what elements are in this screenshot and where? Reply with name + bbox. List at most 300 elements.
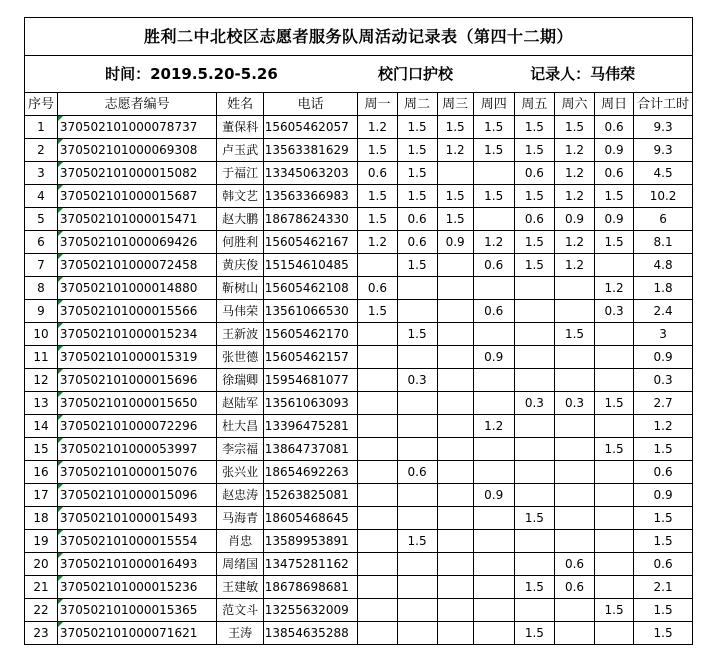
header-friday: 周五 bbox=[514, 93, 554, 116]
table-row bbox=[25, 415, 693, 438]
volunteer-id bbox=[57, 461, 217, 484]
sunday-hours: 1.5 bbox=[595, 231, 634, 254]
title-row bbox=[25, 18, 693, 56]
wednesday-hours bbox=[437, 553, 473, 576]
monday-hours bbox=[358, 369, 397, 392]
wednesday-hours bbox=[437, 300, 473, 323]
volunteer-id-text: 370502101000016493 bbox=[59, 557, 198, 571]
volunteer-name: 赵陆军 bbox=[217, 392, 263, 415]
phone-number: 15154610485 bbox=[263, 254, 358, 277]
total-hours: 10.2 bbox=[634, 185, 693, 208]
table-row bbox=[25, 254, 693, 277]
volunteer-id bbox=[57, 300, 217, 323]
phone-number: 13563381629 bbox=[263, 139, 358, 162]
header-monday: 周一 bbox=[358, 93, 397, 116]
volunteer-name: 杜大昌 bbox=[217, 415, 263, 438]
volunteer-id-text: 370502101000015566 bbox=[59, 304, 198, 318]
volunteer-id bbox=[57, 576, 217, 599]
cell-indicator-icon bbox=[58, 438, 63, 443]
sunday-hours bbox=[595, 323, 634, 346]
friday-hours bbox=[514, 415, 554, 438]
sunday-hours bbox=[595, 369, 634, 392]
friday-hours: 1.5 bbox=[514, 507, 554, 530]
total-hours: 1.5 bbox=[634, 622, 693, 645]
thursday-hours bbox=[473, 576, 514, 599]
volunteer-id-text: 370502101000015236 bbox=[59, 580, 198, 594]
volunteer-name: 王建敏 bbox=[217, 576, 263, 599]
phone-number: 13864737081 bbox=[263, 438, 358, 461]
saturday-hours bbox=[554, 484, 594, 507]
friday-hours: 1.5 bbox=[514, 622, 554, 645]
tuesday-hours: 1.5 bbox=[397, 323, 437, 346]
monday-hours bbox=[358, 254, 397, 277]
cell-indicator-icon bbox=[58, 208, 63, 213]
volunteer-name: 黄庆俊 bbox=[217, 254, 263, 277]
table-row bbox=[25, 530, 693, 553]
volunteer-name: 马伟荣 bbox=[217, 300, 263, 323]
activity-record-table bbox=[24, 17, 693, 645]
wednesday-hours bbox=[437, 599, 473, 622]
volunteer-id bbox=[57, 139, 217, 162]
saturday-hours bbox=[554, 461, 594, 484]
wednesday-hours bbox=[437, 461, 473, 484]
total-hours: 1.5 bbox=[634, 599, 693, 622]
sunday-hours: 1.5 bbox=[595, 438, 634, 461]
wednesday-hours bbox=[437, 346, 473, 369]
phone-number: 13563366983 bbox=[263, 185, 358, 208]
monday-hours bbox=[358, 323, 397, 346]
volunteer-id bbox=[57, 507, 217, 530]
saturday-hours: 1.2 bbox=[554, 139, 594, 162]
friday-hours bbox=[514, 599, 554, 622]
thursday-hours bbox=[473, 277, 514, 300]
cell-indicator-icon bbox=[58, 162, 63, 167]
volunteer-id bbox=[57, 231, 217, 254]
cell-indicator-icon bbox=[58, 254, 63, 259]
meta-row bbox=[25, 56, 693, 93]
tuesday-hours bbox=[397, 622, 437, 645]
monday-hours: 1.2 bbox=[358, 231, 397, 254]
total-hours: 0.9 bbox=[634, 346, 693, 369]
tuesday-hours bbox=[397, 415, 437, 438]
sunday-hours bbox=[595, 484, 634, 507]
wednesday-hours bbox=[437, 484, 473, 507]
tuesday-hours bbox=[397, 277, 437, 300]
row-number: 19 bbox=[25, 530, 58, 553]
volunteer-name: 范文斗 bbox=[217, 599, 263, 622]
phone-number: 13561066530 bbox=[263, 300, 358, 323]
friday-hours: 0.6 bbox=[514, 162, 554, 185]
monday-hours: 1.5 bbox=[358, 300, 397, 323]
total-hours: 2.7 bbox=[634, 392, 693, 415]
total-hours: 4.5 bbox=[634, 162, 693, 185]
header-phone: 电话 bbox=[263, 93, 358, 116]
row-number: 14 bbox=[25, 415, 58, 438]
volunteer-id-text: 370502101000015493 bbox=[59, 511, 198, 525]
wednesday-hours: 1.5 bbox=[437, 116, 473, 139]
row-number: 4 bbox=[25, 185, 58, 208]
volunteer-name: 王涛 bbox=[217, 622, 263, 645]
row-number: 22 bbox=[25, 599, 58, 622]
table-row bbox=[25, 116, 693, 139]
volunteer-id-text: 370502101000015234 bbox=[59, 327, 198, 341]
volunteer-id-text: 370502101000072458 bbox=[59, 258, 198, 272]
cell-indicator-icon bbox=[58, 116, 63, 121]
tuesday-hours bbox=[397, 438, 437, 461]
sunday-hours: 1.5 bbox=[595, 599, 634, 622]
volunteer-name: 董保科 bbox=[217, 116, 263, 139]
cell-indicator-icon bbox=[58, 530, 63, 535]
tuesday-hours: 1.5 bbox=[397, 116, 437, 139]
friday-hours bbox=[514, 323, 554, 346]
tuesday-hours: 1.5 bbox=[397, 530, 437, 553]
monday-hours: 1.5 bbox=[358, 139, 397, 162]
volunteer-id bbox=[57, 438, 217, 461]
volunteer-id bbox=[57, 553, 217, 576]
volunteer-name: 韩文艺 bbox=[217, 185, 263, 208]
monday-hours: 1.2 bbox=[358, 116, 397, 139]
friday-hours bbox=[514, 369, 554, 392]
header-row bbox=[25, 93, 693, 116]
thursday-hours: 0.6 bbox=[473, 300, 514, 323]
sunday-hours: 0.6 bbox=[595, 116, 634, 139]
thursday-hours: 0.9 bbox=[473, 346, 514, 369]
wednesday-hours bbox=[437, 162, 473, 185]
total-hours: 1.5 bbox=[634, 530, 693, 553]
header-name: 姓名 bbox=[217, 93, 263, 116]
wednesday-hours bbox=[437, 369, 473, 392]
volunteer-id bbox=[57, 369, 217, 392]
thursday-hours bbox=[473, 599, 514, 622]
tuesday-hours bbox=[397, 576, 437, 599]
wednesday-hours bbox=[437, 576, 473, 599]
friday-hours: 1.5 bbox=[514, 139, 554, 162]
volunteer-id bbox=[57, 277, 217, 300]
cell-indicator-icon bbox=[58, 185, 63, 190]
volunteer-id-text: 370502101000071621 bbox=[59, 626, 198, 640]
thursday-hours: 1.5 bbox=[473, 116, 514, 139]
sunday-hours: 0.3 bbox=[595, 300, 634, 323]
saturday-hours bbox=[554, 346, 594, 369]
phone-number: 13589953891 bbox=[263, 530, 358, 553]
saturday-hours bbox=[554, 622, 594, 645]
friday-hours bbox=[514, 461, 554, 484]
thursday-hours: 1.2 bbox=[473, 231, 514, 254]
wednesday-hours bbox=[437, 622, 473, 645]
wednesday-hours bbox=[437, 507, 473, 530]
saturday-hours: 1.2 bbox=[554, 254, 594, 277]
thursday-hours bbox=[473, 622, 514, 645]
volunteer-id-text: 370502101000015365 bbox=[59, 603, 198, 617]
total-hours: 1.5 bbox=[634, 438, 693, 461]
volunteer-id-text: 370502101000072296 bbox=[59, 419, 198, 433]
sunday-hours bbox=[595, 254, 634, 277]
volunteer-id-text: 370502101000015076 bbox=[59, 465, 198, 479]
table-row bbox=[25, 576, 693, 599]
wednesday-hours: 1.2 bbox=[437, 139, 473, 162]
table-row bbox=[25, 277, 693, 300]
table-row bbox=[25, 484, 693, 507]
volunteer-id-text: 370502101000015319 bbox=[59, 350, 198, 364]
sunday-hours: 1.2 bbox=[595, 277, 634, 300]
row-number: 20 bbox=[25, 553, 58, 576]
volunteer-name: 肖忠 bbox=[217, 530, 263, 553]
saturday-hours: 1.2 bbox=[554, 185, 594, 208]
volunteer-name: 于福江 bbox=[217, 162, 263, 185]
volunteer-id bbox=[57, 622, 217, 645]
table-row bbox=[25, 369, 693, 392]
volunteer-name: 马海青 bbox=[217, 507, 263, 530]
row-number: 12 bbox=[25, 369, 58, 392]
monday-hours bbox=[358, 392, 397, 415]
header-wednesday: 周三 bbox=[437, 93, 473, 116]
cell-indicator-icon bbox=[58, 599, 63, 604]
cell-indicator-icon bbox=[58, 300, 63, 305]
tuesday-hours: 1.5 bbox=[397, 254, 437, 277]
total-hours: 2.1 bbox=[634, 576, 693, 599]
header-no: 序号 bbox=[25, 93, 58, 116]
thursday-hours: 1.5 bbox=[473, 185, 514, 208]
header-sunday: 周日 bbox=[595, 93, 634, 116]
table-row bbox=[25, 208, 693, 231]
volunteer-id bbox=[57, 185, 217, 208]
thursday-hours bbox=[473, 323, 514, 346]
table-row bbox=[25, 438, 693, 461]
volunteer-id bbox=[57, 530, 217, 553]
volunteer-name: 徐瑞卿 bbox=[217, 369, 263, 392]
wednesday-hours bbox=[437, 277, 473, 300]
wednesday-hours: 0.9 bbox=[437, 231, 473, 254]
total-hours: 1.8 bbox=[634, 277, 693, 300]
friday-hours: 1.5 bbox=[514, 576, 554, 599]
table-row bbox=[25, 553, 693, 576]
volunteer-id-text: 370502101000069426 bbox=[59, 235, 198, 249]
cell-indicator-icon bbox=[58, 369, 63, 374]
row-number: 21 bbox=[25, 576, 58, 599]
friday-hours bbox=[514, 530, 554, 553]
thursday-hours: 0.9 bbox=[473, 484, 514, 507]
table-row bbox=[25, 622, 693, 645]
sunday-hours: 1.5 bbox=[595, 392, 634, 415]
sunday-hours bbox=[595, 507, 634, 530]
friday-hours bbox=[514, 346, 554, 369]
volunteer-name: 卢玉武 bbox=[217, 139, 263, 162]
phone-number: 18654692263 bbox=[263, 461, 358, 484]
phone-number: 18605468645 bbox=[263, 507, 358, 530]
volunteer-id-text: 370502101000015650 bbox=[59, 396, 198, 410]
tuesday-hours bbox=[397, 346, 437, 369]
monday-hours: 0.6 bbox=[358, 162, 397, 185]
volunteer-id-text: 370502101000015471 bbox=[59, 212, 198, 226]
row-number: 2 bbox=[25, 139, 58, 162]
wednesday-hours bbox=[437, 392, 473, 415]
saturday-hours bbox=[554, 507, 594, 530]
total-hours: 0.3 bbox=[634, 369, 693, 392]
saturday-hours bbox=[554, 599, 594, 622]
volunteer-id-text: 370502101000014880 bbox=[59, 281, 198, 295]
phone-number: 15605462167 bbox=[263, 231, 358, 254]
saturday-hours: 0.6 bbox=[554, 576, 594, 599]
cell-indicator-icon bbox=[58, 461, 63, 466]
cell-indicator-icon bbox=[58, 576, 63, 581]
monday-hours bbox=[358, 599, 397, 622]
total-hours: 6 bbox=[634, 208, 693, 231]
wednesday-hours bbox=[437, 530, 473, 553]
total-hours: 9.3 bbox=[634, 116, 693, 139]
thursday-hours bbox=[473, 162, 514, 185]
volunteer-id bbox=[57, 415, 217, 438]
volunteer-id-text: 370502101000015696 bbox=[59, 373, 198, 387]
friday-hours: 1.5 bbox=[514, 185, 554, 208]
row-number: 23 bbox=[25, 622, 58, 645]
phone-number: 13561063093 bbox=[263, 392, 358, 415]
total-hours: 9.3 bbox=[634, 139, 693, 162]
row-number: 6 bbox=[25, 231, 58, 254]
row-number: 9 bbox=[25, 300, 58, 323]
phone-number: 13475281162 bbox=[263, 553, 358, 576]
sunday-hours: 0.6 bbox=[595, 162, 634, 185]
header-saturday: 周六 bbox=[554, 93, 594, 116]
tuesday-hours: 0.3 bbox=[397, 369, 437, 392]
volunteer-id-text: 370502101000053997 bbox=[59, 442, 198, 456]
cell-indicator-icon bbox=[58, 392, 63, 397]
sunday-hours bbox=[595, 415, 634, 438]
tuesday-hours: 1.5 bbox=[397, 139, 437, 162]
volunteer-name: 赵大鹏 bbox=[217, 208, 263, 231]
sunday-hours bbox=[595, 553, 634, 576]
thursday-hours: 1.2 bbox=[473, 415, 514, 438]
thursday-hours bbox=[473, 507, 514, 530]
table-row bbox=[25, 185, 693, 208]
monday-hours: 0.6 bbox=[358, 277, 397, 300]
header-tuesday: 周二 bbox=[397, 93, 437, 116]
friday-hours: 0.3 bbox=[514, 392, 554, 415]
friday-hours bbox=[514, 484, 554, 507]
tuesday-hours: 1.5 bbox=[397, 162, 437, 185]
sheet-title: 胜利二中北校区志愿者服务队周活动记录表（第四十二期） bbox=[25, 18, 693, 56]
volunteer-name: 赵忠涛 bbox=[217, 484, 263, 507]
phone-number: 15605462157 bbox=[263, 346, 358, 369]
thursday-hours bbox=[473, 461, 514, 484]
cell-indicator-icon bbox=[58, 346, 63, 351]
monday-hours bbox=[358, 346, 397, 369]
cell-indicator-icon bbox=[58, 231, 63, 236]
row-number: 15 bbox=[25, 438, 58, 461]
monday-hours: 1.5 bbox=[358, 185, 397, 208]
volunteer-id bbox=[57, 254, 217, 277]
thursday-hours bbox=[473, 392, 514, 415]
saturday-hours: 1.2 bbox=[554, 231, 594, 254]
row-number: 5 bbox=[25, 208, 58, 231]
wednesday-hours bbox=[437, 438, 473, 461]
cell-indicator-icon bbox=[58, 277, 63, 282]
time-range: 时间：2019.5.20-5.26 bbox=[25, 56, 358, 93]
volunteer-name: 王新波 bbox=[217, 323, 263, 346]
monday-hours bbox=[358, 576, 397, 599]
thursday-hours bbox=[473, 438, 514, 461]
volunteer-id-text: 370502101000078737 bbox=[59, 120, 198, 134]
tuesday-hours: 0.6 bbox=[397, 208, 437, 231]
table-row bbox=[25, 346, 693, 369]
saturday-hours bbox=[554, 300, 594, 323]
tuesday-hours bbox=[397, 392, 437, 415]
thursday-hours: 1.5 bbox=[473, 139, 514, 162]
friday-hours bbox=[514, 553, 554, 576]
saturday-hours: 1.5 bbox=[554, 323, 594, 346]
total-hours: 3 bbox=[634, 323, 693, 346]
phone-number: 18678698681 bbox=[263, 576, 358, 599]
phone-number: 15954681077 bbox=[263, 369, 358, 392]
total-hours: 4.8 bbox=[634, 254, 693, 277]
friday-hours bbox=[514, 277, 554, 300]
phone-number: 13255632009 bbox=[263, 599, 358, 622]
volunteer-id bbox=[57, 162, 217, 185]
volunteer-id-text: 370502101000015082 bbox=[59, 166, 198, 180]
friday-hours: 1.5 bbox=[514, 231, 554, 254]
sunday-hours bbox=[595, 461, 634, 484]
table-row bbox=[25, 599, 693, 622]
phone-number: 15605462057 bbox=[263, 116, 358, 139]
friday-hours: 1.5 bbox=[514, 254, 554, 277]
tuesday-hours bbox=[397, 300, 437, 323]
cell-indicator-icon bbox=[58, 484, 63, 489]
tuesday-hours: 0.6 bbox=[397, 461, 437, 484]
table-row bbox=[25, 461, 693, 484]
table-row bbox=[25, 231, 693, 254]
tuesday-hours bbox=[397, 484, 437, 507]
volunteer-id bbox=[57, 323, 217, 346]
saturday-hours bbox=[554, 277, 594, 300]
tuesday-hours bbox=[397, 507, 437, 530]
tuesday-hours: 1.5 bbox=[397, 185, 437, 208]
location-label: 校门口护校 bbox=[358, 56, 473, 93]
phone-number: 15605462108 bbox=[263, 277, 358, 300]
cell-indicator-icon bbox=[58, 415, 63, 420]
volunteer-id-text: 370502101000015687 bbox=[59, 189, 198, 203]
sunday-hours bbox=[595, 346, 634, 369]
header-volunteer-id: 志愿者编号 bbox=[57, 93, 217, 116]
volunteer-name: 张世德 bbox=[217, 346, 263, 369]
cell-indicator-icon bbox=[58, 323, 63, 328]
volunteer-id bbox=[57, 208, 217, 231]
cell-indicator-icon bbox=[58, 507, 63, 512]
tuesday-hours: 0.6 bbox=[397, 231, 437, 254]
volunteer-name: 靳树山 bbox=[217, 277, 263, 300]
total-hours: 0.6 bbox=[634, 461, 693, 484]
row-number: 11 bbox=[25, 346, 58, 369]
friday-hours: 1.5 bbox=[514, 116, 554, 139]
wednesday-hours bbox=[437, 254, 473, 277]
wednesday-hours bbox=[437, 323, 473, 346]
friday-hours bbox=[514, 438, 554, 461]
thursday-hours bbox=[473, 553, 514, 576]
table-row bbox=[25, 507, 693, 530]
saturday-hours: 0.9 bbox=[554, 208, 594, 231]
monday-hours bbox=[358, 461, 397, 484]
table-row bbox=[25, 139, 693, 162]
phone-number: 15263825081 bbox=[263, 484, 358, 507]
volunteer-id-text: 370502101000069308 bbox=[59, 143, 198, 157]
cell-indicator-icon bbox=[58, 553, 63, 558]
row-number: 13 bbox=[25, 392, 58, 415]
saturday-hours bbox=[554, 438, 594, 461]
monday-hours bbox=[358, 507, 397, 530]
volunteer-id bbox=[57, 346, 217, 369]
monday-hours bbox=[358, 415, 397, 438]
volunteer-name: 周绪国 bbox=[217, 553, 263, 576]
tuesday-hours bbox=[397, 553, 437, 576]
sunday-hours: 1.5 bbox=[595, 185, 634, 208]
